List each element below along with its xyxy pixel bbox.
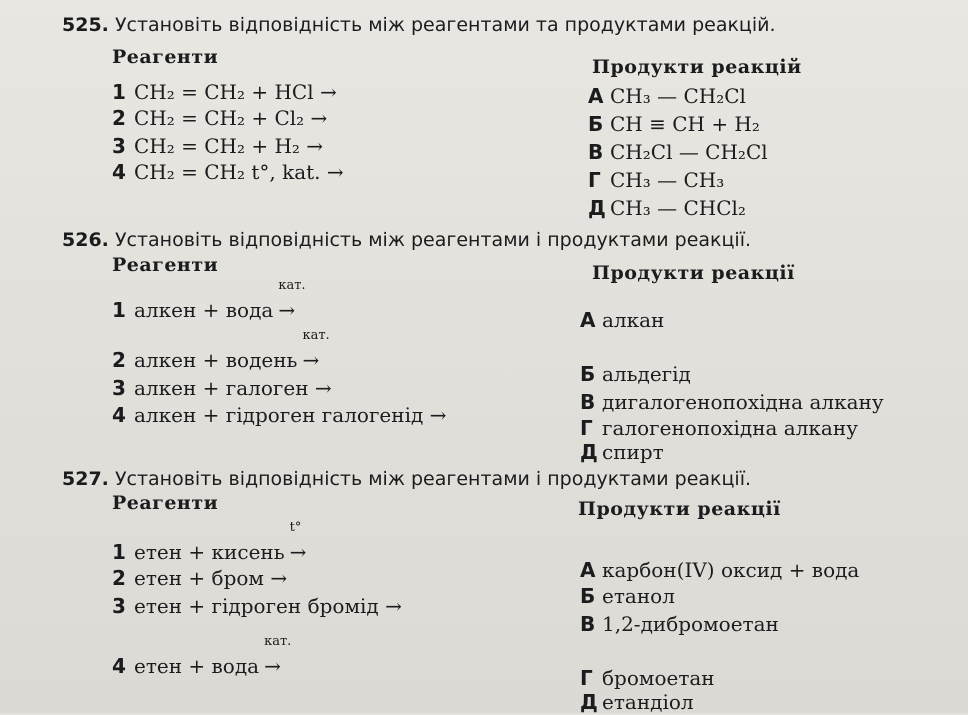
arrow-icon: → <box>289 540 307 564</box>
reagent-item <box>112 594 402 619</box>
reagent-item <box>112 80 337 105</box>
item-number: 4 <box>112 160 126 184</box>
reagent-item <box>112 403 446 428</box>
item-text: CH₃ — CH₃ <box>610 168 725 192</box>
products-header: Продукти реакцій <box>592 56 802 78</box>
item-text: CH ≡ CH + H₂ <box>610 112 760 136</box>
reagent-item <box>112 566 287 591</box>
question-text: Установіть відповідність між реагентами і продуктами реакції. <box>114 468 752 490</box>
product-item <box>580 308 664 333</box>
question-number: 526. <box>62 229 109 251</box>
products-header: Продукти реакції <box>578 498 781 520</box>
item-text: бромоетан <box>602 666 715 690</box>
item-text: CH₃ — CH₂Cl <box>610 84 746 108</box>
products-header: Продукти реакції <box>592 262 795 284</box>
item-number: 3 <box>112 594 126 618</box>
item-number: 4 <box>112 654 126 678</box>
question-text: Установіть відповідність між реагентами і продуктами реакції. <box>114 229 752 251</box>
item-text: етен + вода <box>134 654 260 678</box>
item-text: етанол <box>602 584 675 608</box>
product-item <box>580 690 694 715</box>
item-number: 1 <box>112 80 126 104</box>
reagents-header: Реагенти <box>112 46 219 68</box>
item-text: карбон(IV) оксид + вода <box>602 558 860 582</box>
product-item <box>580 666 715 691</box>
item-letter: В <box>580 612 596 636</box>
arrow-icon: → <box>278 298 296 322</box>
reagent-item <box>112 278 306 323</box>
product-item <box>580 612 779 637</box>
item-number: 2 <box>112 106 126 130</box>
item-text: галогенопохідна алкану <box>602 416 858 440</box>
reagent-item <box>112 328 330 373</box>
catalyst-label: кат. <box>278 278 306 293</box>
product-item <box>580 440 664 465</box>
item-number: 3 <box>112 134 126 158</box>
item-number: 1 <box>112 540 126 564</box>
arrow-with-catalyst <box>264 634 292 679</box>
item-number: 2 <box>112 348 126 372</box>
item-number: 3 <box>112 376 126 400</box>
product-item <box>588 84 746 109</box>
item-letter: В <box>580 390 596 414</box>
product-item <box>580 416 858 441</box>
item-text: алкен + галоген → <box>134 376 332 400</box>
arrow-icon: → <box>264 654 281 678</box>
arrow-with-catalyst <box>302 328 330 373</box>
reagent-item <box>112 634 292 679</box>
item-letter: Д <box>588 196 606 220</box>
item-text: 1,2-дибромоетан <box>602 612 779 636</box>
reagent-item <box>112 376 332 401</box>
item-text: етен + бром → <box>134 566 288 590</box>
question-text: Установіть відповідність між реагентами та продуктами реакцій. <box>114 14 776 36</box>
item-letter: В <box>588 140 604 164</box>
item-letter: Г <box>588 168 601 192</box>
item-text: CH₂Cl — CH₂Cl <box>610 140 768 164</box>
question-526-heading <box>62 229 751 251</box>
arrow-icon: → <box>302 348 320 372</box>
question-525-heading <box>62 14 776 36</box>
item-text: етен + гідроген бромід → <box>134 594 402 618</box>
condition-label: t° <box>289 520 302 535</box>
catalyst-label: кат. <box>264 634 292 649</box>
product-item <box>580 558 859 583</box>
item-letter: Б <box>580 584 596 608</box>
item-letter: А <box>580 558 596 582</box>
reagent-item <box>112 520 307 565</box>
item-text: алкен + вода <box>134 298 274 322</box>
item-text: альдегід <box>602 362 691 386</box>
product-item <box>588 140 768 165</box>
item-text: CH₂ = CH₂ + H₂ → <box>134 134 324 158</box>
item-number: 1 <box>112 298 126 322</box>
catalyst-label: кат. <box>302 328 330 343</box>
reagent-item <box>112 134 323 159</box>
item-text: CH₃ — CHCl₂ <box>610 196 746 220</box>
product-item <box>588 196 746 221</box>
item-text: CH₂ = CH₂ + HCl → <box>134 80 337 104</box>
product-item <box>580 584 675 609</box>
question-number: 525. <box>62 14 109 36</box>
product-item <box>588 168 724 193</box>
item-letter: Д <box>580 440 598 464</box>
item-number: 4 <box>112 403 126 427</box>
item-letter: Б <box>580 362 596 386</box>
question-number: 527. <box>62 468 109 490</box>
reagents-header: Реагенти <box>112 492 219 514</box>
item-text: CH₂ = CH₂ + Cl₂ → <box>134 106 328 130</box>
item-letter: А <box>580 308 596 332</box>
question-527-heading <box>62 468 751 490</box>
product-item <box>580 362 691 387</box>
item-letter: Г <box>580 416 593 440</box>
item-letter: Г <box>580 666 593 690</box>
item-text: CH₂ = CH₂ t°, kat. → <box>134 160 344 184</box>
arrow-with-catalyst <box>278 278 306 323</box>
product-item <box>580 390 884 415</box>
item-text: етандіол <box>602 690 694 714</box>
item-letter: Д <box>580 690 598 714</box>
arrow-with-condition <box>289 520 307 565</box>
product-item <box>588 112 760 137</box>
item-number: 2 <box>112 566 126 590</box>
item-text: спирт <box>602 440 664 464</box>
item-text: алкен + гідроген галогенід → <box>134 403 447 427</box>
reagent-item <box>112 106 327 131</box>
reagent-item <box>112 160 344 185</box>
item-text: дигалогенопохідна алкану <box>602 390 884 414</box>
reagents-header: Реагенти <box>112 254 219 276</box>
item-text: етен + кисень <box>134 540 285 564</box>
item-text: алкен + водень <box>134 348 298 372</box>
item-text: алкан <box>602 308 665 332</box>
item-letter: Б <box>588 112 604 136</box>
item-letter: А <box>588 84 604 108</box>
